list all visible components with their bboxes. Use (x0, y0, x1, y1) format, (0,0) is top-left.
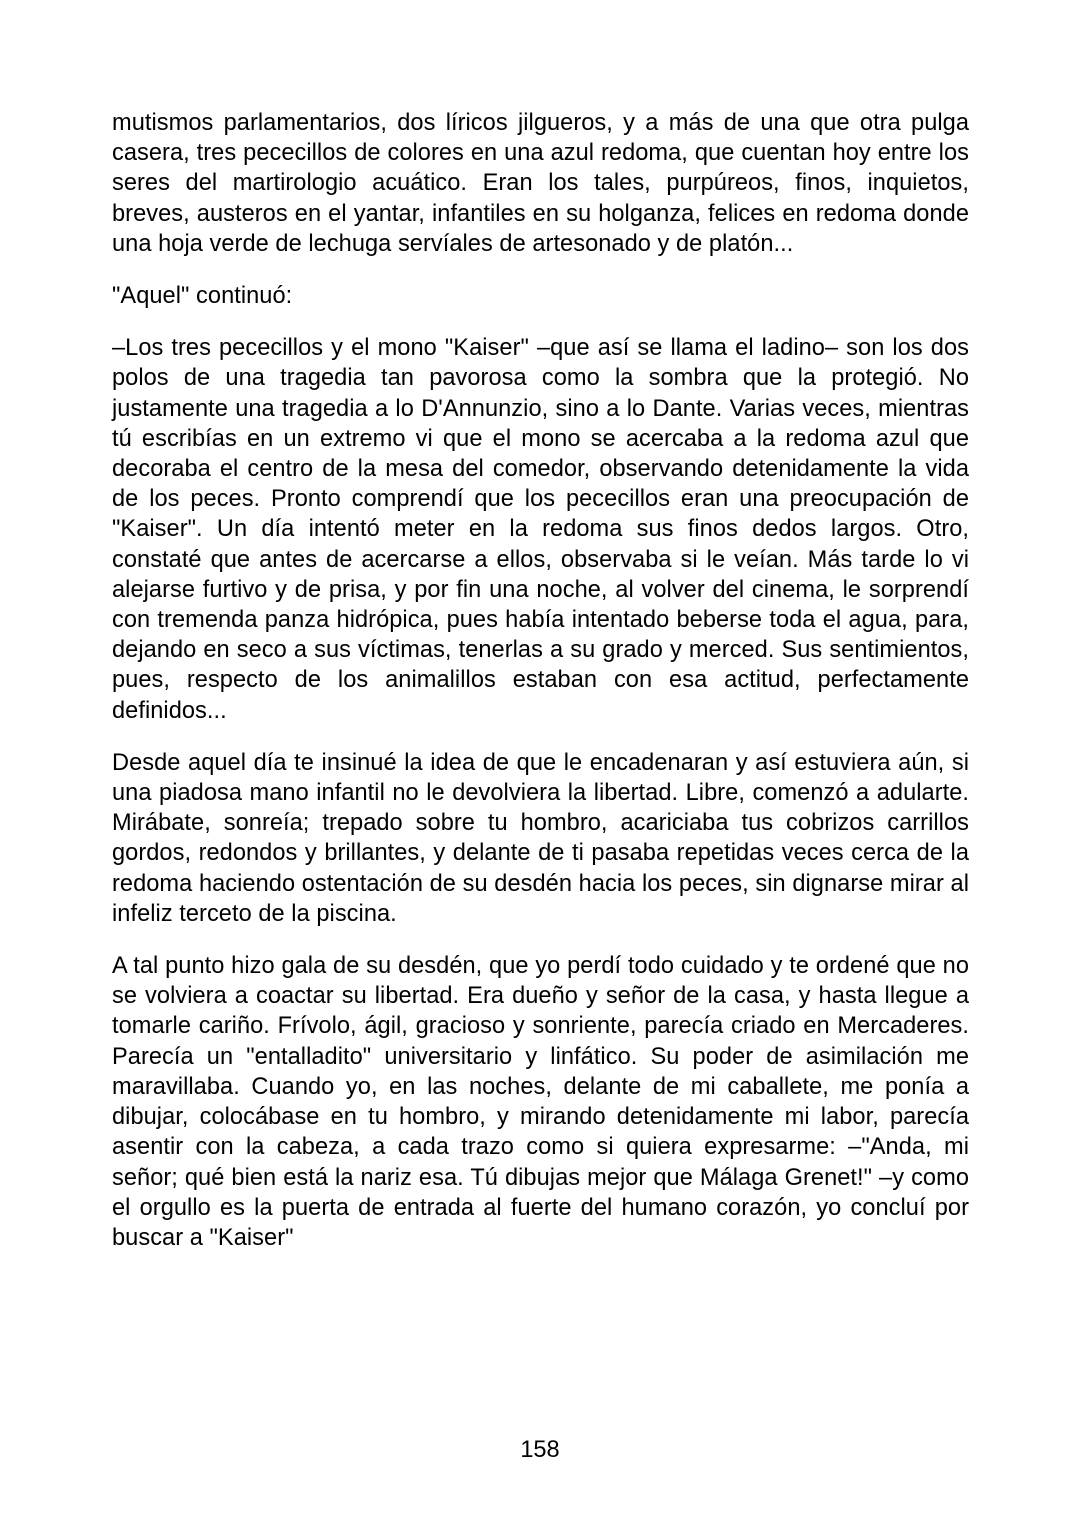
paragraph-2: "Aquel" continuó: (112, 283, 293, 310)
body-text-column (112, 108, 969, 1253)
page-number: 158 (520, 1437, 560, 1463)
paragraph-3: –Los tres pececillos y el mono "Kaiser" –que así se llama el ladino– son los dos polos de una tragedia tan pavorosa como la sombra que la protegió. No justamente una tragedia a lo D'Annunzio, sino a lo Dante. Varias veces, mientras tú escribías en un extremo vi que el mono se acercaba a la redoma azul que decoraba el centro de la mesa del comedor, observando detenidamente la vida de los peces. Pronto comprendí que los pececillos eran una preocupación de "Kaiser". Un día intentó meter en la redoma sus finos dedos largos. Otro, constaté que antes de acercarse a ellos, observaba si le veían. Más tarde lo vi alejarse furtivo y de prisa, y por fin una noche, al volver del cinema, le sorprendí con tremenda panza hidrópica, pues había intentado beberse toda el agua, para, dejando en seco a sus víctimas, tenerlas a su grado y merced. Sus sentimientos, pues, respecto de los animalillos estaban con esa actitud, perfectamente definidos... (112, 335, 969, 724)
paragraph-5: A tal punto hizo gala de su desdén, que yo perdí todo cuidado y te ordené que no se volviera a coactar su libertad. Era dueño y señor de la casa, y hasta llegue a tomarle cariño. Frívolo, ágil, gracioso y sonriente, parecía criado en Mercaderes. Parecía un "entalladito" universitario y linfático. Su poder de asimilación me maravillaba. Cuando yo, en las noches, delante de mi caballete, me ponía a dibujar, colocábase en tu hombro, y mirando detenidamente mi labor, parecía asentir con la cabeza, a cada trazo como si quiera expresarme: –"Anda, mi señor; qué bien está la nariz esa. Tú dibujas mejor que Málaga Grenet!" –y como el orgullo es la puerta de entrada al fuerte del humano corazón, yo concluí por buscar a "Kaiser" (112, 953, 969, 1251)
paragraph-4: Desde aquel día te insinué la idea de que le encadenaran y así estuviera aún, si una piadosa mano infantil no le devolviera la libertad. Libre, comenzó a adularte. Mirábate, sonreía; trepado sobre tu hombro, acariciaba tus cobrizos carrillos gordos, redondos y brillantes, y delante de ti pasaba repetidas veces cerca de la redoma haciendo ostentación de su desdén hacia los peces, sin dignarse mirar al infeliz terceto de la piscina. (112, 749, 969, 927)
paragraph-1: mutismos parlamentarios, dos líricos jilgueros, y a más de una que otra pulga casera, tres pececillos de colores en una azul redoma, que cuentan hoy entre los seres del martirologio acuático. Eran los tales, purpúreos, finos, inquietos, breves, austeros en el yantar, infantiles en su holganza, felices en redoma donde una hoja verde de lechuga servíales de artesonado y de platón... (112, 110, 969, 257)
